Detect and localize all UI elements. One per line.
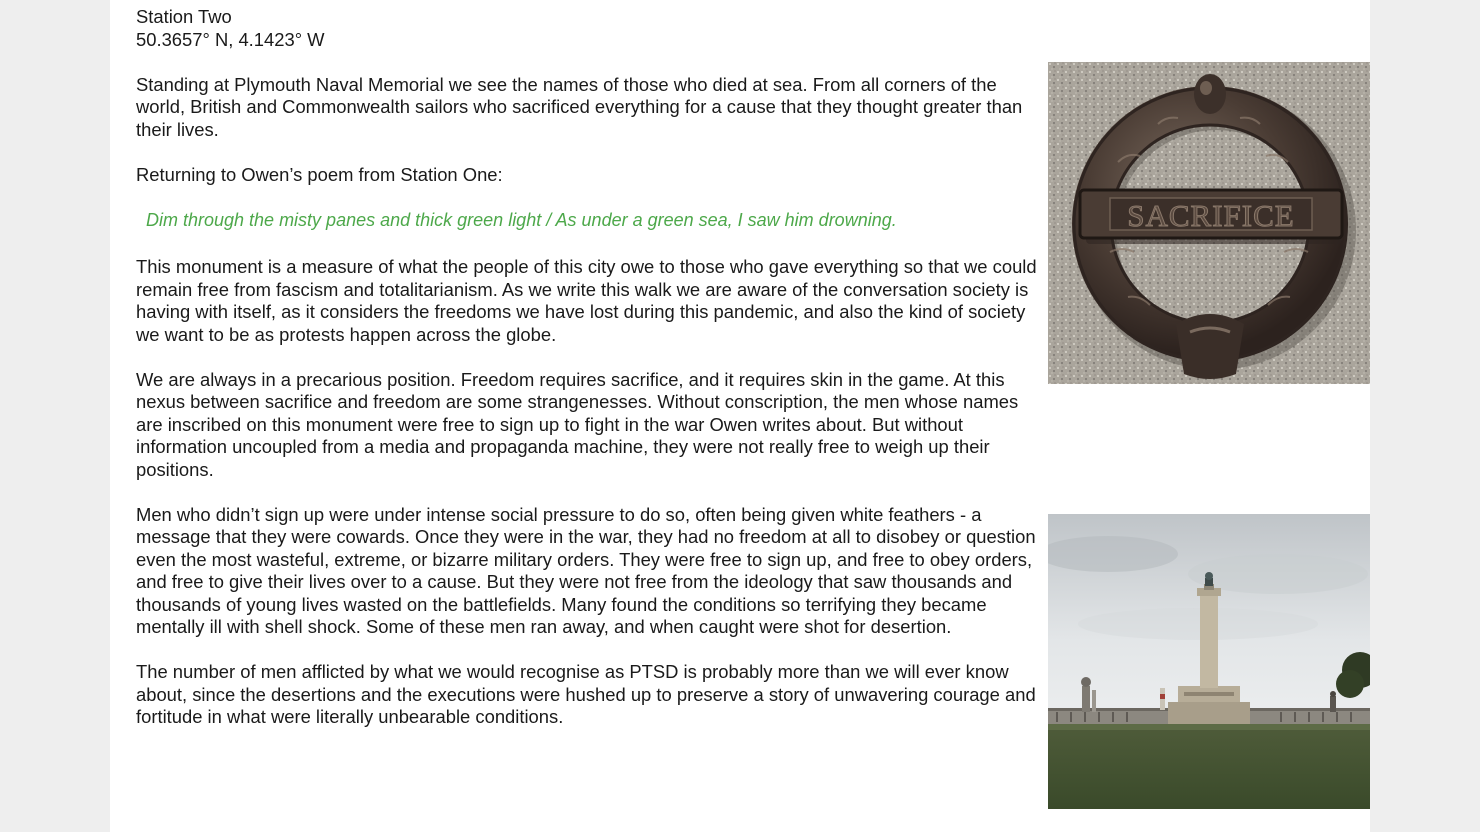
paragraph-monument-measure: This monument is a measure of what the people of this city owe to those who gave everything so that we could remain free from fascism and totalitarianism. As we write this walk we are aware of the conversation society is having with itself, as it considers the freedoms we have lost during this pandemic, and also the kind of society we want to be as protests happen across the globe. [136,256,1037,345]
sacrifice-wreath-photo [1048,62,1370,384]
station-coordinates: 50.3657° N, 4.1423° W [136,28,325,50]
paragraph-ptsd: The number of men afflicted by what we would recognise as PTSD is probably more than we will ever know about, since the desertions and the executions were hushed up to preserve a story of unwavering courage and fortitude in what were literally unbearable conditions. [136,661,1036,727]
station-header [136,6,1041,51]
wreath-illustration [1048,62,1370,384]
memorial-illustration [1048,514,1370,809]
station-title: Station Two [136,6,232,27]
paragraph-social-pressure: Men who didn’t sign up were under intense social pressure to do so, often being given white feathers - a message that they were cowards. Once they were in the war, they had no freedom at all to disobey or question even the most wasteful, extreme, or bizarre military orders. They were free to sign up, and free to obey orders, and free to give their lives over to a cause. But they were not free from the ideology that saw thousands and thousands of young lives wasted on the battlefields. Many found the conditions so terrifying they became mentally ill with shell shock. Some of these men ran away, and when caught were shot for desertion. [136,503,1036,637]
paragraph-memorial-intro: Standing at Plymouth Naval Memorial we see the names of those who died at sea. From all corners of the world, British and Commonwealth sailors who sacrificed everything for a cause that they thought greater than their lives. [136,73,1023,140]
paragraph-owen-return: Returning to Owen’s poem from Station One: [136,163,503,185]
paragraph-precarious-position: We are always in a precarious position. Freedom requires sacrifice, and it requires skin in the game. At this nexus between sacrifice and freedom are some strangenesses. Without conscription, the men whose names are inscribed on this monument were free to sign up to fight in the war Owen writes about. But without information uncoupled from a media and propaganda machine, they were not really free to weigh up their positions. [136,368,1019,480]
text-column [136,6,1041,751]
poem-quote: Dim through the misty panes and thick green light / As under a green sea, I saw him drowning. [146,209,897,230]
naval-memorial-photo [1048,514,1370,809]
document-page [110,0,1370,832]
wreath-inscription: SACRIFICE [1127,198,1295,233]
